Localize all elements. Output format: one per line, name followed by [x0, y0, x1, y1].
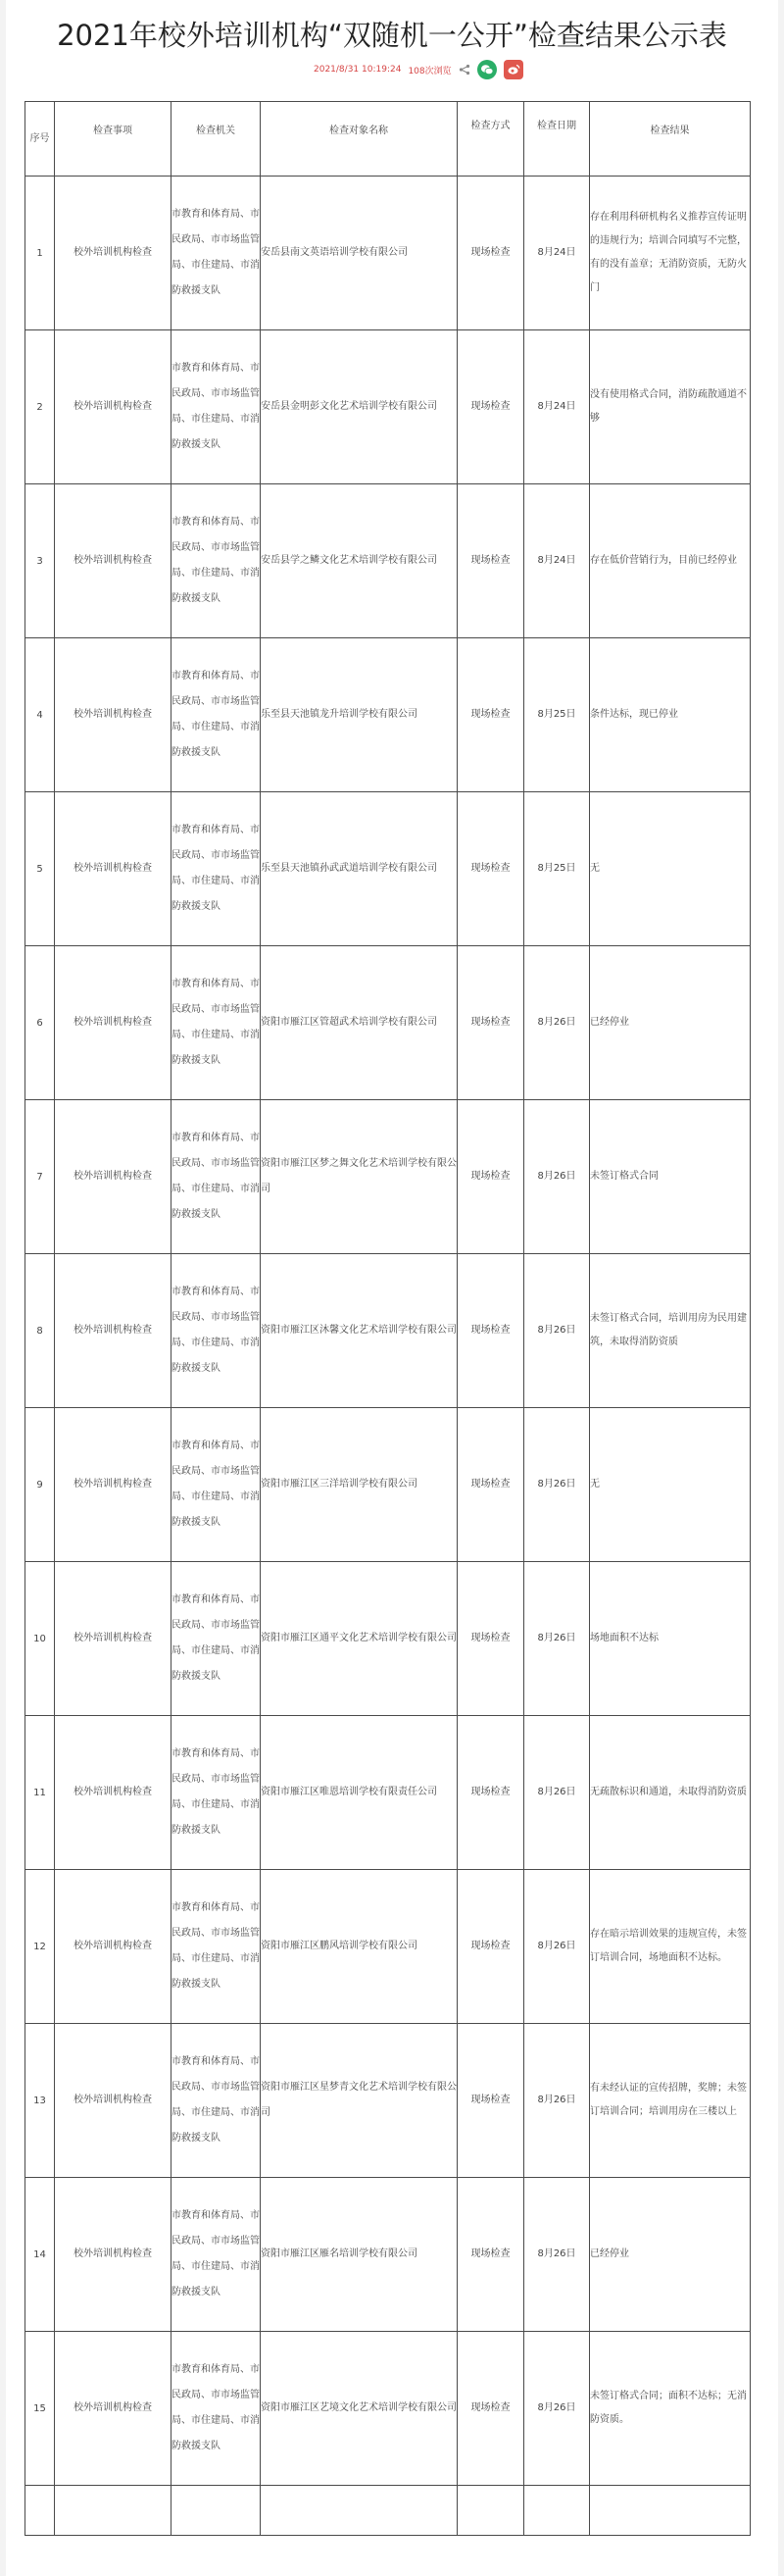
- cell-no: 7: [25, 1100, 55, 1254]
- cell-inspection-item: 校外培训机构检查: [55, 1100, 172, 1254]
- cell-inspection-item: 校外培训机构检查: [55, 2178, 172, 2332]
- cell-inspection-target: 安岳县南文英语培训学校有限公司: [261, 177, 458, 330]
- cell-inspection-target: 资阳市雁江区星梦青文化艺术培训学校有限公司: [261, 2024, 458, 2178]
- cell-inspection-dept: 市教育和体育局、市民政局、市市场监管局、市住建局、市消防救援支队: [172, 946, 261, 1100]
- publish-date: 2021/8/31 10:19:24: [314, 65, 402, 75]
- header-date: 检查日期: [524, 102, 590, 177]
- cell-inspection-item: 校外培训机构检查: [55, 2332, 172, 2486]
- table-row: [25, 2178, 751, 2332]
- wechat-icon[interactable]: [477, 60, 497, 79]
- cell-inspection-result: 未签订格式合同: [590, 1100, 751, 1254]
- table-cell: [25, 2486, 55, 2536]
- table-cell: [55, 2486, 172, 2536]
- cell-inspection-date: 8月26日: [524, 2332, 590, 2486]
- cell-inspection-result: 存在暗示培训效果的违规宣传，未签订培训合同，场地面积不达标。: [590, 1870, 751, 2024]
- cell-inspection-date: 8月24日: [524, 177, 590, 330]
- cell-inspection-dept: 市教育和体育局、市民政局、市市场监管局、市住建局、市消防救援支队: [172, 1408, 261, 1562]
- cell-inspection-method: 现场检查: [458, 1716, 524, 1870]
- cell-inspection-target: 资阳市雁江区通平文化艺术培训学校有限公司: [261, 1562, 458, 1716]
- cell-inspection-item: 校外培训机构检查: [55, 484, 172, 638]
- cell-inspection-target: 资阳市雁江区雁名培训学校有限公司: [261, 2178, 458, 2332]
- cell-inspection-dept: 市教育和体育局、市民政局、市市场监管局、市住建局、市消防救援支队: [172, 330, 261, 484]
- cell-inspection-result: 没有使用格式合同，消防疏散通道不够: [590, 330, 751, 484]
- cell-inspection-dept: 市教育和体育局、市民政局、市市场监管局、市住建局、市消防救援支队: [172, 792, 261, 946]
- cell-inspection-result: 条件达标，现已停业: [590, 638, 751, 792]
- cell-inspection-target: 安岳县学之鳞文化艺术培训学校有限公司: [261, 484, 458, 638]
- cell-inspection-dept: 市教育和体育局、市民政局、市市场监管局、市住建局、市消防救援支队: [172, 484, 261, 638]
- cell-inspection-target: 资阳市雁江区管超武术培训学校有限公司: [261, 946, 458, 1100]
- cell-no: 10: [25, 1562, 55, 1716]
- cell-inspection-target: 乐至县天池镇龙升培训学校有限公司: [261, 638, 458, 792]
- page-title: 2021年校外培训机构“双随机一公开”检查结果公示表: [57, 19, 727, 52]
- cell-inspection-result: 未签订格式合同，培训用房为民用建筑，未取得消防资质: [590, 1254, 751, 1408]
- cell-no: 11: [25, 1716, 55, 1870]
- cell-inspection-date: 8月24日: [524, 484, 590, 638]
- cell-inspection-result: 存在利用科研机构名义推荐宣传证明的违规行为；培训合同填写不完整，有的没有盖章；无消防资质，无防火门: [590, 177, 751, 330]
- cell-inspection-method: 现场检查: [458, 1100, 524, 1254]
- table-row: [25, 2332, 751, 2486]
- table-row: [25, 946, 751, 1100]
- cell-no: 4: [25, 638, 55, 792]
- table-row: [25, 484, 751, 638]
- cell-inspection-date: 8月26日: [524, 1716, 590, 1870]
- table-row: [25, 1870, 751, 2024]
- header-target: 检查对象名称: [261, 102, 458, 177]
- cell-no: 12: [25, 1870, 55, 2024]
- inspection-results-table: [24, 101, 751, 2536]
- cell-inspection-item: 校外培训机构检查: [55, 1562, 172, 1716]
- cell-inspection-method: 现场检查: [458, 1408, 524, 1562]
- cell-inspection-result: 无: [590, 792, 751, 946]
- cell-inspection-date: 8月26日: [524, 2178, 590, 2332]
- cell-inspection-dept: 市教育和体育局、市民政局、市市场监管局、市住建局、市消防救援支队: [172, 2024, 261, 2178]
- cell-inspection-target: 资阳市雁江区梦之舞文化艺术培训学校有限公司: [261, 1100, 458, 1254]
- cell-no: 15: [25, 2332, 55, 2486]
- cell-inspection-dept: 市教育和体育局、市民政局、市市场监管局、市住建局、市消防救援支队: [172, 177, 261, 330]
- table-row: [25, 1408, 751, 1562]
- cell-inspection-date: 8月26日: [524, 946, 590, 1100]
- cell-inspection-dept: 市教育和体育局、市民政局、市市场监管局、市住建局、市消防救援支队: [172, 1716, 261, 1870]
- cell-inspection-target: 资阳市雁江区唯恩培训学校有限责任公司: [261, 1716, 458, 1870]
- cell-inspection-method: 现场检查: [458, 638, 524, 792]
- cell-no: 13: [25, 2024, 55, 2178]
- cell-no: 3: [25, 484, 55, 638]
- cell-inspection-result: 未签订格式合同；面积不达标；无消防资质。: [590, 2332, 751, 2486]
- cell-inspection-date: 8月25日: [524, 638, 590, 792]
- cell-inspection-method: 现场检查: [458, 2024, 524, 2178]
- cell-no: 6: [25, 946, 55, 1100]
- cell-inspection-date: 8月24日: [524, 330, 590, 484]
- cell-inspection-date: 8月25日: [524, 792, 590, 946]
- cell-inspection-method: 现场检查: [458, 330, 524, 484]
- header-result: 检查结果: [590, 102, 751, 177]
- share-icon[interactable]: [459, 64, 470, 76]
- weibo-icon[interactable]: [504, 60, 523, 79]
- cell-inspection-method: 现场检查: [458, 484, 524, 638]
- cell-no: 8: [25, 1254, 55, 1408]
- header-method: 检查方式: [458, 102, 524, 177]
- table-cell: [172, 2486, 261, 2536]
- cell-inspection-result: 无: [590, 1408, 751, 1562]
- table-row: [25, 1100, 751, 1254]
- cell-inspection-method: 现场检查: [458, 177, 524, 330]
- cell-inspection-date: 8月26日: [524, 1100, 590, 1254]
- cell-inspection-item: 校外培训机构检查: [55, 1254, 172, 1408]
- cell-no: 9: [25, 1408, 55, 1562]
- article-meta: [314, 55, 568, 84]
- cell-inspection-method: 现场检查: [458, 2332, 524, 2486]
- cell-inspection-dept: 市教育和体育局、市民政局、市市场监管局、市住建局、市消防救援支队: [172, 1100, 261, 1254]
- table-cell: [590, 2486, 751, 2536]
- cell-no: 1: [25, 177, 55, 330]
- cell-inspection-result: 有未经认证的宣传招牌，奖牌；未签订培训合同；培训用房在三楼以上: [590, 2024, 751, 2178]
- header-dept: 检查机关: [172, 102, 261, 177]
- cell-no: 14: [25, 2178, 55, 2332]
- cell-no: 2: [25, 330, 55, 484]
- cell-inspection-target: 乐至县天池镇孙武武道培训学校有限公司: [261, 792, 458, 946]
- cell-inspection-target: 安岳县金明彭文化艺术培训学校有限公司: [261, 330, 458, 484]
- cell-inspection-dept: 市教育和体育局、市民政局、市市场监管局、市住建局、市消防救援支队: [172, 1870, 261, 2024]
- cell-inspection-date: 8月26日: [524, 1562, 590, 1716]
- cell-inspection-result: 已经停业: [590, 946, 751, 1100]
- header-no: 序号: [25, 102, 55, 177]
- cell-inspection-dept: 市教育和体育局、市民政局、市市场监管局、市住建局、市消防救援支队: [172, 1562, 261, 1716]
- cell-inspection-dept: 市教育和体育局、市民政局、市市场监管局、市住建局、市消防救援支队: [172, 2332, 261, 2486]
- view-count: 108次浏览: [408, 66, 452, 76]
- table-cell: [261, 2486, 458, 2536]
- table-row: [25, 1562, 751, 1716]
- cell-inspection-date: 8月26日: [524, 1870, 590, 2024]
- cell-inspection-item: 校外培训机构检查: [55, 946, 172, 1100]
- table-row: [25, 330, 751, 484]
- cell-inspection-item: 校外培训机构检查: [55, 330, 172, 484]
- cell-no: 5: [25, 792, 55, 946]
- table-row: [25, 1716, 751, 1870]
- header-item: 检查事项: [55, 102, 172, 177]
- table-row: [25, 1254, 751, 1408]
- cell-inspection-item: 校外培训机构检查: [55, 792, 172, 946]
- table-row: [25, 2024, 751, 2178]
- cell-inspection-target: 资阳市雁江区三洋培训学校有限公司: [261, 1408, 458, 1562]
- table-row: [25, 792, 751, 946]
- table-cell: [458, 2486, 524, 2536]
- cell-inspection-dept: 市教育和体育局、市民政局、市市场监管局、市住建局、市消防救援支队: [172, 1254, 261, 1408]
- table-row: [25, 177, 751, 330]
- cell-inspection-method: 现场检查: [458, 946, 524, 1100]
- page-edge-right: [778, 0, 784, 2576]
- table-header-row: [25, 102, 751, 177]
- cell-inspection-target: 资阳市雁江区艺境文化艺术培训学校有限公司: [261, 2332, 458, 2486]
- cell-inspection-date: 8月26日: [524, 1254, 590, 1408]
- cell-inspection-dept: 市教育和体育局、市民政局、市市场监管局、市住建局、市消防救援支队: [172, 2178, 261, 2332]
- cell-inspection-result: 已经停业: [590, 2178, 751, 2332]
- cell-inspection-item: 校外培训机构检查: [55, 1408, 172, 1562]
- cell-inspection-item: 校外培训机构检查: [55, 1716, 172, 1870]
- cell-inspection-method: 现场检查: [458, 792, 524, 946]
- cell-inspection-date: 8月26日: [524, 2024, 590, 2178]
- cell-inspection-target: 资阳市雁江区鹏风培训学校有限公司: [261, 1870, 458, 2024]
- cell-inspection-method: 现场检查: [458, 1870, 524, 2024]
- cell-inspection-method: 现场检查: [458, 2178, 524, 2332]
- cell-inspection-dept: 市教育和体育局、市民政局、市市场监管局、市住建局、市消防救援支队: [172, 638, 261, 792]
- cell-inspection-result: 无疏散标识和通道，未取得消防资质: [590, 1716, 751, 1870]
- cell-inspection-method: 现场检查: [458, 1562, 524, 1716]
- cell-inspection-item: 校外培训机构检查: [55, 1870, 172, 2024]
- cell-inspection-result: 存在低价营销行为，目前已经停业: [590, 484, 751, 638]
- cell-inspection-item: 校外培训机构检查: [55, 2024, 172, 2178]
- cell-inspection-date: 8月26日: [524, 1408, 590, 1562]
- table-cell: [524, 2486, 590, 2536]
- cell-inspection-target: 资阳市雁江区沐馨文化艺术培训学校有限公司: [261, 1254, 458, 1408]
- table-row: [25, 638, 751, 792]
- cell-inspection-method: 现场检查: [458, 1254, 524, 1408]
- cell-inspection-result: 场地面积不达标: [590, 1562, 751, 1716]
- cell-inspection-item: 校外培训机构检查: [55, 638, 172, 792]
- table-row-empty: [25, 2486, 751, 2536]
- page-edge-left: [0, 0, 6, 2576]
- cell-inspection-item: 校外培训机构检查: [55, 177, 172, 330]
